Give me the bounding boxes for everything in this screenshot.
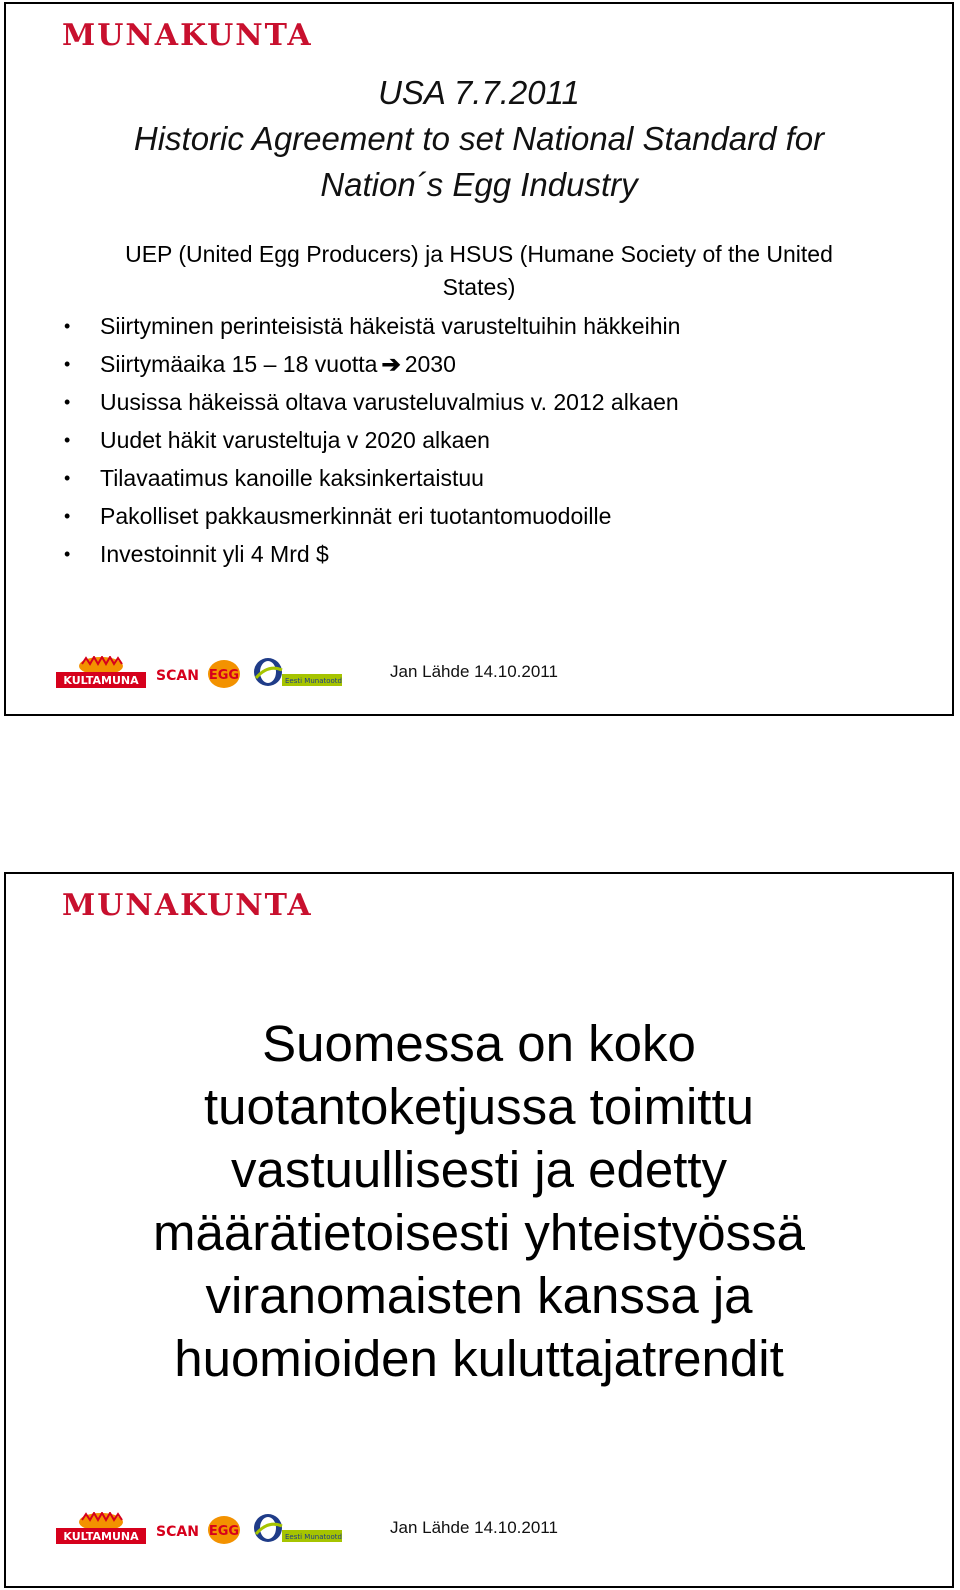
intro-line-2: States) (442, 274, 516, 300)
kultamuna-logo (56, 656, 146, 690)
svg-text:KULTAMUNA: KULTAMUNA (63, 674, 139, 687)
list-item: • Pakolliset pakkausmerkinnät eri tuotantomuodoille (60, 497, 680, 535)
bullet-icon: • (64, 468, 71, 488)
bullet-icon: • (64, 544, 71, 564)
bullet-icon: • (64, 392, 71, 412)
list-item: • Tilavaatimus kanoille kaksinkertaistuu (60, 459, 680, 497)
bullet-icon: • (64, 506, 71, 526)
bullet-icon: • (64, 316, 71, 336)
partner-logos (56, 650, 356, 696)
svg-text:SCAN: SCAN (156, 668, 199, 684)
intro-line-1: UEP (United Egg Producers) ja HSUS (Humane Society of the United (125, 241, 833, 267)
bullet-list (60, 307, 680, 573)
footer-author-date: Jan Lähde 14.10.2011 (390, 662, 558, 681)
bullet-icon: • (64, 430, 71, 450)
svg-text:KULTAMUNA: KULTAMUNA (63, 1530, 139, 1543)
slide-title (6, 70, 952, 208)
statement-line: Suomessa on koko (262, 1015, 696, 1072)
scanegg-logo (156, 658, 242, 690)
kultamuna-logo (56, 1512, 146, 1546)
intro-text (66, 238, 892, 304)
slide-footer (6, 1506, 952, 1552)
slide-1 (4, 2, 954, 716)
statement-line: määrätietoisesti yhteistyössä (153, 1204, 805, 1261)
statement-line: vastuullisesti ja edetty (230, 1141, 728, 1198)
title-line-1: USA 7.7.2011 (378, 74, 580, 111)
svg-text:SCAN: SCAN (156, 1524, 199, 1540)
footer-author-date: Jan Lähde 14.10.2011 (390, 1518, 558, 1537)
brand-logo-munakunta: MUNAKUNTA (62, 888, 313, 923)
list-item: • Uusissa häkeissä oltava varusteluvalmius v. 2012 alkaen (60, 383, 680, 421)
svg-text:Eesti Munatootd: Eesti Munatootd (285, 1533, 342, 1541)
slide-2 (4, 872, 954, 1588)
svg-text:Eesti Munatootd: Eesti Munatootd (285, 677, 342, 685)
list-item: • Siirtymäaika 15 – 18 vuotta ➔ 2030 (60, 345, 680, 383)
svg-text:EGG: EGG (208, 668, 240, 683)
svg-text:EGG: EGG (208, 1524, 240, 1539)
slide-footer (6, 650, 952, 696)
statement-line: huomioiden kuluttajatrendit (174, 1330, 784, 1387)
arrow-right-icon: ➔ (381, 351, 401, 377)
statement-line: tuotantoketjussa toimittu (204, 1078, 754, 1135)
statement-line: viranomaisten kanssa ja (205, 1267, 753, 1324)
title-line-3: Nation´s Egg Industry (320, 166, 638, 203)
partner-logos (56, 1506, 356, 1552)
list-item: • Siirtyminen perinteisistä häkeistä varusteltuihin häkkeihin (60, 307, 680, 345)
bullet-icon: • (64, 354, 71, 374)
eesti-munatootd-logo (252, 656, 344, 690)
scanegg-logo (156, 1514, 242, 1546)
list-item: • Investoinnit yli 4 Mrd $ (60, 535, 680, 573)
statement-text (46, 1012, 912, 1390)
list-item: • Uudet häkit varusteltuja v 2020 alkaen (60, 421, 680, 459)
brand-logo-munakunta: MUNAKUNTA (62, 18, 313, 53)
title-line-2: Historic Agreement to set National Standard for (133, 120, 825, 157)
eesti-munatootd-logo (252, 1512, 344, 1546)
